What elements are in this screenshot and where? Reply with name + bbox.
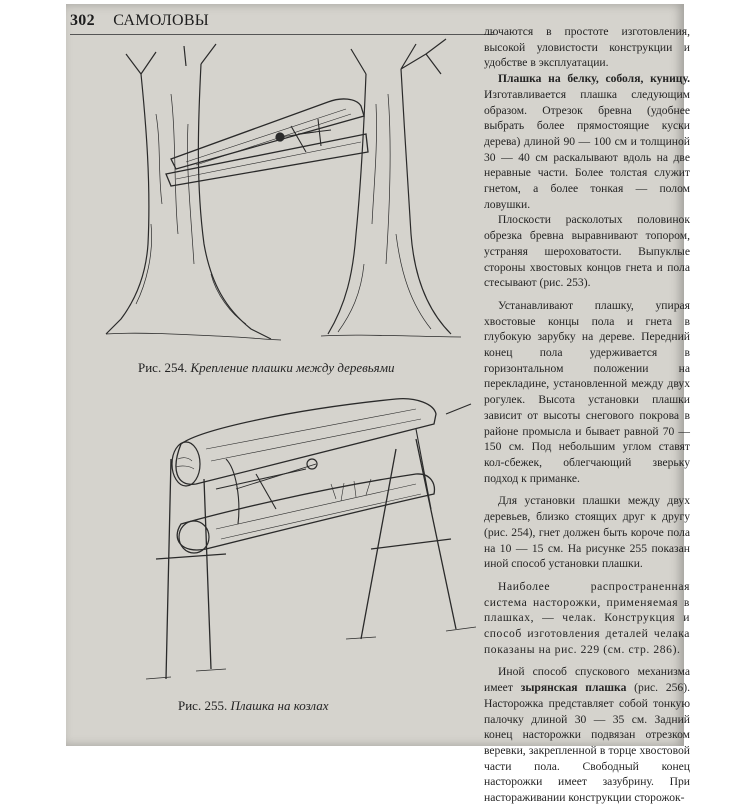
paragraph-5: Для установки плашки между двух деревьев, близко стоящих друг к другу (рис. 254), гнет должен быть короче пола на 10 — 15 см. На рисунке 255 показан иной способ установки плашки. xyxy=(484,494,690,571)
figure-255-label: Рис. 255. xyxy=(178,698,228,713)
figure-254-caption-text: Крепление плашки между деревьями xyxy=(190,360,395,375)
paragraph-3: Плоскости расколотых половинок обрезка бревна выравнивают топором, устраняя шероховатости. Выпуклые стороны хвостовых концов гнета и пола стесывают (рис. 253). xyxy=(484,213,690,290)
figure-254-illustration xyxy=(66,34,476,354)
subheading-plashka: Плашка на белку, соболя, куницу. xyxy=(498,72,690,86)
paragraph-2 xyxy=(484,71,690,212)
paragraph-7-start: Иной способ спускового механизма имеет xyxy=(484,665,690,695)
book-page xyxy=(66,4,690,805)
figure-255-caption xyxy=(178,698,328,714)
term-zyryanskaya-plashka: зырянская плашка xyxy=(520,681,627,695)
figure-255-caption-text: Плашка на козлах xyxy=(230,698,329,713)
paragraph-1: лючаются в простоте изготовления, высокой уловистости конструкции и удобстве в эксплуатации. xyxy=(484,25,690,70)
figure-255-illustration xyxy=(116,389,481,699)
paragraph-6: Наиболее распространенная система насторожки, применяемая в плашках, — челак. Конструкция и способ изготовления деталей челака показаны на рис. 229 (см. стр. 286). xyxy=(484,579,690,656)
text-column xyxy=(484,24,690,806)
paragraph-7 xyxy=(484,664,690,805)
figure-254-caption xyxy=(138,360,395,376)
figure-254-label: Рис. 254. xyxy=(138,360,188,375)
paragraph-4: Устанавливают плашку, упирая хвостовые концы пола и гнета в глубокую зарубку на дереве. Передний конец пола удерживается в горизонтальном положении на перекладине, установленной между двух рогулек. Высота установки плашки зависит от высоты снегового покрова в районе промысла и бывает равной 70 — 150 см. Под небольшим углом ставят кол-сбежек, облегчающий зверьку подход к приманке. xyxy=(484,298,690,485)
section-title: САМОЛОВЫ xyxy=(113,12,210,29)
paragraph-7-rest: (рис. 256). Насторожка представляет собой тонкую палочку длиной 30 — 35 см. Задний конец насторожки подвязан отрезком веревки, закрепленной в торце хвостовой части пола. Свободный конец насторожки имеет зазубрину. При насторaживании конструкции сторожок- xyxy=(484,681,690,805)
page-number: 302 xyxy=(70,12,95,29)
paragraph-2-text: Изготавливается плашка следующим образом. Отрезок бревна (удобнее выбрать более прямостоящие куски дерева) длиной 90 — 100 см и толщиной 30 — 40 см раскалывают вдоль на две неравные части. Более толстая служит гнетом, а более тонкая — полом ловушки. xyxy=(484,87,690,211)
page-header xyxy=(70,12,209,30)
